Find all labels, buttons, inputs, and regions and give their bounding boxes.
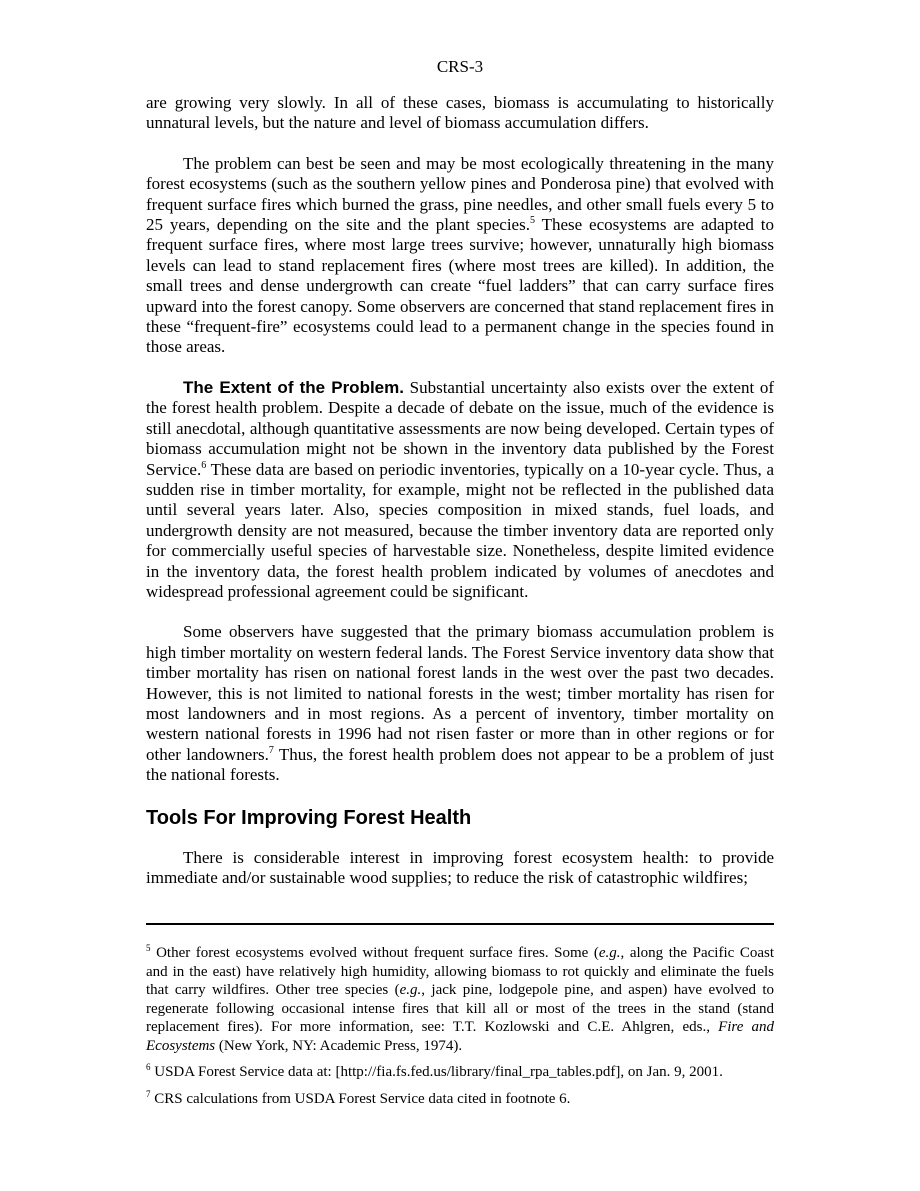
footnote-5 <box>146 944 774 1055</box>
paragraph-extent-text-b: These data are based on periodic inventories, typically on a 10-year cycle. Thus, a sudden rise in timber mortality, for example, might not be reflected in the published data until several years later. Also, species composition in mixed stands, fuel loads, and undergrowth density are not measured, because the timber inventory data are reported only for commercially useful species of harvestable size. Nonetheless, despite limited evidence in the inventory data, the forest health problem indicated by volumes of anecdotes and widespread professional agreement could be significant. <box>146 459 774 601</box>
footnote-5-eg-2: e.g. <box>399 982 422 998</box>
paragraph-problem-text-b: These ecosystems are adapted to frequent surface fires, where most large trees survive; however, unnaturally high biomass levels can lead to stand replacement fires (where most trees are killed). In addition, the small trees and dense undergrowth can create “fuel ladders” that can carry surface fires upward into the forest canopy. Some observers are concerned that stand replacement fires in these “frequent-fire” ecosystems could lead to a permanent change in the species found in those areas. <box>146 215 774 357</box>
footnote-number: 5 <box>146 943 151 953</box>
paragraph-tools: There is considerable interest in improving forest ecosystem health: to provide immediate and/or sustainable wood supplies; to reduce the risk of catastrophic wildfires; <box>146 847 774 887</box>
footnote-number: 6 <box>146 1062 151 1072</box>
footnote-6 <box>146 1063 774 1082</box>
paragraph-continuation: are growing very slowly. In all of these cases, biomass is accumulating to historically unnatural levels, but the nature and level of biomass accumulation differs. <box>146 93 774 133</box>
paragraph-mortality <box>146 622 774 785</box>
footnote-number: 7 <box>146 1088 151 1099</box>
paragraph-problem <box>146 154 774 358</box>
footnote-5-book-title: Fire and Ecosystems <box>146 1019 774 1054</box>
footnote-ref-6: 6 <box>201 459 207 471</box>
runin-heading-extent: The Extent of the Problem. <box>183 377 404 397</box>
footnote-5-text-3: , jack pine, lodgepole pine, and aspen) have evolved to regenerate following occasional intense fires that kill all or most of the trees in the stand (stand replacement fires). For more information, see: T.T. Kozlowski and C.E. Ahlgren, eds., <box>146 982 774 1035</box>
footnote-ref-7: 7 <box>268 744 274 756</box>
footnote-7-text: CRS calculations from USDA Forest Service data cited in footnote 6. <box>154 1090 571 1107</box>
footnote-6-text: USDA Forest Service data at: [http://fia.fs.fed.us/library/final_rpa_tables.pdf], on Jan. 9, 2001. <box>154 1064 723 1080</box>
footnote-ref-5: 5 <box>529 215 535 227</box>
footnote-7 <box>146 1090 774 1109</box>
paragraph-mortality-text-b: Thus, the forest health problem does not appear to be a problem of just the national forests. <box>146 744 774 785</box>
footnote-divider <box>146 923 774 925</box>
paragraph-extent <box>146 378 774 602</box>
page-header: CRS-3 <box>436 57 484 76</box>
body-text <box>146 93 774 888</box>
footnote-5-text-4: (New York, NY: Academic Press, 1974). <box>215 1037 463 1054</box>
footnote-5-text-1: Other forest ecosystems evolved without frequent surface fires. Some ( <box>156 945 599 961</box>
footnotes <box>146 944 774 1116</box>
paragraph-problem-text-a: The problem can best be seen and may be most ecologically threatening in the many forest ecosystems (such as the southern yellow pines and Ponderosa pine) that evolved with frequent surface fires which burned the grass, pine needles, and other small fuels every 5 to 25 years, depending on the site and the plant species. <box>146 153 774 235</box>
footnote-5-text-2: , along the Pacific Coast and in the east) have relatively high humidity, allowing biomass to rot quickly and eliminate the fuels that carry wildfires. Other tree species ( <box>146 945 774 998</box>
paragraph-extent-text-a: Substantial uncertainty also exists over the extent of the forest health problem. Despite a decade of debate on the issue, much of the evidence is still anecdotal, although quantitative assessments are now being developed. Certain types of biomass accumulation might not be shown in the inventory data published by the Forest Service. <box>146 377 774 479</box>
section-heading: Tools For Improving Forest Health <box>146 806 472 829</box>
paragraph-mortality-text-a: Some observers have suggested that the primary biomass accumulation problem is high timber mortality on western federal lands. The Forest Service inventory data show that timber mortality has risen on national forest lands in the west over the past two decades. However, this is not limited to national forests in the west; timber mortality has risen for most landowners and in most regions. As a percent of inventory, timber mortality on western national forests in 1996 had not risen faster or more than in other regions or for other landowners. <box>146 622 774 764</box>
footnote-5-eg-1: e.g. <box>598 945 621 961</box>
